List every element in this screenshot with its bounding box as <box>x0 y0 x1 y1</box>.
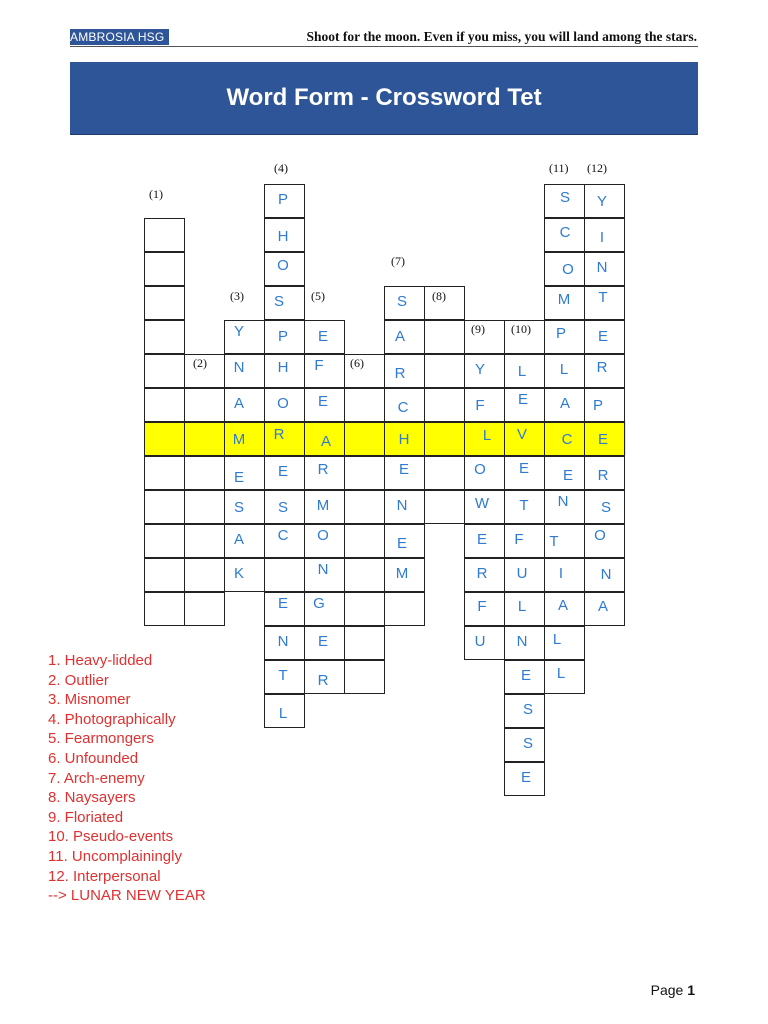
crossword-letter: L <box>556 665 566 682</box>
crossword-cell <box>144 286 185 320</box>
crossword-letter: N <box>557 493 569 510</box>
crossword-letter: E <box>562 467 573 484</box>
crossword-cell <box>424 354 465 388</box>
crossword-letter: E <box>317 393 328 410</box>
crossword-letter: O <box>594 527 606 544</box>
page-number-value: 1 <box>687 982 695 998</box>
title-banner <box>70 62 698 135</box>
crossword-letter: V <box>516 426 527 443</box>
crossword-letter: R <box>273 426 285 443</box>
crossword-letter: N <box>396 497 408 514</box>
crossword-cell <box>144 422 185 456</box>
crossword-letter: F <box>477 598 487 615</box>
clue-number-label: (1) <box>149 187 163 201</box>
crossword-letter: N <box>233 359 245 376</box>
crossword-letter: C <box>397 399 409 416</box>
clue-item: 12. Interpersonal <box>48 867 161 885</box>
clue-item: 9. Floriated <box>48 808 124 826</box>
crossword-letter: O <box>474 461 486 478</box>
clue-number-label: (8) <box>432 289 446 303</box>
crossword-letter: M <box>557 291 571 308</box>
crossword-cell <box>344 456 385 490</box>
clue-number-label: (4) <box>274 161 288 175</box>
crossword-letter: E <box>396 535 407 552</box>
crossword-letter: T <box>549 533 559 550</box>
crossword-letter: R <box>394 365 406 382</box>
crossword-letter: M <box>316 497 330 514</box>
clue-item: 3. Misnomer <box>48 691 131 709</box>
crossword-letter: L <box>278 705 288 722</box>
clue-item: 5. Fearmongers <box>48 730 154 748</box>
crossword-letter: O <box>317 527 329 544</box>
crossword-letter: A <box>233 395 244 412</box>
crossword-cell <box>344 660 385 694</box>
crossword-cell <box>144 490 185 524</box>
clue-item: 11. Uncomplainingly <box>48 847 182 865</box>
clue-item: 7. Arch-enemy <box>48 769 145 787</box>
crossword-letter: S <box>522 701 533 718</box>
crossword-letter: H <box>277 359 289 376</box>
crossword-letter: R <box>476 565 488 582</box>
crossword-cell <box>344 626 385 660</box>
crossword-letter: A <box>394 328 405 345</box>
crossword-letter: L <box>482 427 492 444</box>
clue-number-label: (11) <box>549 161 569 175</box>
crossword-letter: R <box>597 467 609 484</box>
crossword-letter: A <box>233 531 244 548</box>
crossword-letter: N <box>277 633 289 650</box>
crossword-letter: O <box>277 257 289 274</box>
crossword-letter: Y <box>233 323 244 340</box>
crossword-letter: U <box>474 633 486 650</box>
crossword-letter: T <box>598 289 608 306</box>
crossword-letter: M <box>232 431 246 448</box>
clue-number-label: (3) <box>230 289 244 303</box>
crossword-letter: E <box>597 431 608 448</box>
crossword-letter: F <box>475 397 485 414</box>
crossword-letter: C <box>559 224 571 241</box>
crossword-letter: W <box>474 495 490 512</box>
header-divider <box>70 46 698 47</box>
clue-item: 8. Naysayers <box>48 789 136 807</box>
crossword-letter: P <box>277 191 288 208</box>
crossword-cell <box>184 524 225 558</box>
crossword-letter: E <box>520 769 531 786</box>
crossword-letter: M <box>395 565 409 582</box>
clue-number-label: (10) <box>511 322 531 336</box>
crossword-letter: U <box>516 565 528 582</box>
crossword-cell <box>344 524 385 558</box>
clue-item: 1. Heavy-lidded <box>48 652 153 669</box>
crossword-letter: E <box>277 595 288 612</box>
clue-item: 2. Outlier <box>48 671 109 689</box>
crossword-letter: Y <box>596 193 607 210</box>
crossword-letter: O <box>277 395 289 412</box>
crossword-cell <box>384 592 425 626</box>
crossword-letter: F <box>514 531 524 548</box>
crossword-letter: S <box>396 293 407 310</box>
crossword-letter: S <box>277 499 288 516</box>
crossword-letter: E <box>517 391 528 408</box>
crossword-letter: P <box>555 325 566 342</box>
crossword-cell <box>264 558 305 592</box>
clue-number-label: (6) <box>350 356 364 370</box>
crossword-letter: S <box>273 293 284 310</box>
crossword-letter: H <box>398 431 410 448</box>
crossword-cell <box>344 490 385 524</box>
crossword-letter: T <box>278 667 288 684</box>
crossword-cell <box>424 456 465 490</box>
crossword-letter: A <box>597 598 608 615</box>
crossword-cell <box>344 388 385 422</box>
header-motto: Shoot for the moon. Even if you miss, you will land among the stars. <box>306 29 697 44</box>
crossword-cell <box>184 456 225 490</box>
crossword-letter: H <box>277 228 289 245</box>
crossword-letter: N <box>516 633 528 650</box>
crossword-cell <box>144 456 185 490</box>
crossword-cell <box>144 388 185 422</box>
crossword-letter: E <box>398 461 409 478</box>
crossword-cell <box>144 218 185 252</box>
crossword-letter: L <box>517 363 527 380</box>
crossword-cell <box>144 354 185 388</box>
crossword-letter: A <box>320 433 331 450</box>
crossword-letter: R <box>317 461 329 478</box>
crossword-letter: I <box>558 565 564 582</box>
crossword-cell <box>144 524 185 558</box>
clue-item: 10. Pseudo-events <box>48 828 174 846</box>
crossword-letter: P <box>592 397 603 414</box>
crossword-letter: S <box>233 499 244 516</box>
clue-number-label: (5) <box>311 289 325 303</box>
crossword-letter: L <box>552 631 562 648</box>
crossword-letter: I <box>599 229 605 246</box>
crossword-cell <box>424 388 465 422</box>
crossword-letter: O <box>562 261 574 278</box>
crossword-letter: E <box>317 328 328 345</box>
answer-line: --> LUNAR NEW YEAR <box>48 887 206 905</box>
clue-number-label: (9) <box>471 322 485 336</box>
crossword-letter: T <box>519 497 529 514</box>
crossword-letter: A <box>559 395 570 412</box>
crossword-letter: R <box>596 359 608 376</box>
crossword-letter: Y <box>474 361 485 378</box>
crossword-cell <box>144 252 185 286</box>
clue-number-label: (12) <box>587 161 607 175</box>
crossword-letter: E <box>277 463 288 480</box>
crossword-letter: K <box>233 565 244 582</box>
crossword-letter: S <box>600 499 611 516</box>
crossword-cell <box>184 592 225 626</box>
crossword-letter: C <box>277 527 289 544</box>
crossword-cell <box>424 422 465 456</box>
crossword-cell <box>144 592 185 626</box>
clue-list <box>48 651 206 906</box>
crossword-letter: L <box>517 598 527 615</box>
crossword-letter: F <box>314 357 324 374</box>
crossword-letter: L <box>559 361 569 378</box>
crossword-letter: E <box>317 633 328 650</box>
crossword-cell <box>144 320 185 354</box>
crossword-letter: P <box>277 328 288 345</box>
clue-number-label: (2) <box>193 356 207 370</box>
crossword-cell <box>344 592 385 626</box>
clue-item: 4. Photographically <box>48 710 176 728</box>
crossword-cell <box>424 490 465 524</box>
crossword-letter: S <box>522 735 533 752</box>
crossword-letter: N <box>600 566 612 583</box>
crossword-cell <box>344 422 385 456</box>
crossword-letter: E <box>476 531 487 548</box>
crossword-letter: E <box>518 460 529 477</box>
clue-item: 6. Unfounded <box>48 749 139 767</box>
crossword-letter: E <box>520 667 531 684</box>
crossword-cell <box>344 558 385 592</box>
crossword-letter: E <box>233 469 244 486</box>
crossword-letter: A <box>557 597 568 614</box>
crossword-cell <box>184 388 225 422</box>
crossword-cell <box>184 490 225 524</box>
crossword-cell <box>144 558 185 592</box>
page-title: Word Form - Crossword Tet <box>226 84 542 111</box>
crossword-letter: N <box>317 561 329 578</box>
crossword-letter: G <box>313 595 325 612</box>
crossword-letter: N <box>596 259 608 276</box>
crossword-letter: R <box>317 672 329 689</box>
crossword-cell <box>424 320 465 354</box>
clue-number-label: (7) <box>391 254 405 268</box>
crossword-cell <box>184 422 225 456</box>
page-number <box>651 982 695 998</box>
page-label: Page <box>650 982 684 998</box>
crossword-cell <box>184 558 225 592</box>
crossword-letter: S <box>559 189 570 206</box>
brand-label: AMBROSIA HSG <box>70 29 169 45</box>
crossword-letter: E <box>597 328 608 345</box>
crossword-letter: C <box>561 431 573 448</box>
